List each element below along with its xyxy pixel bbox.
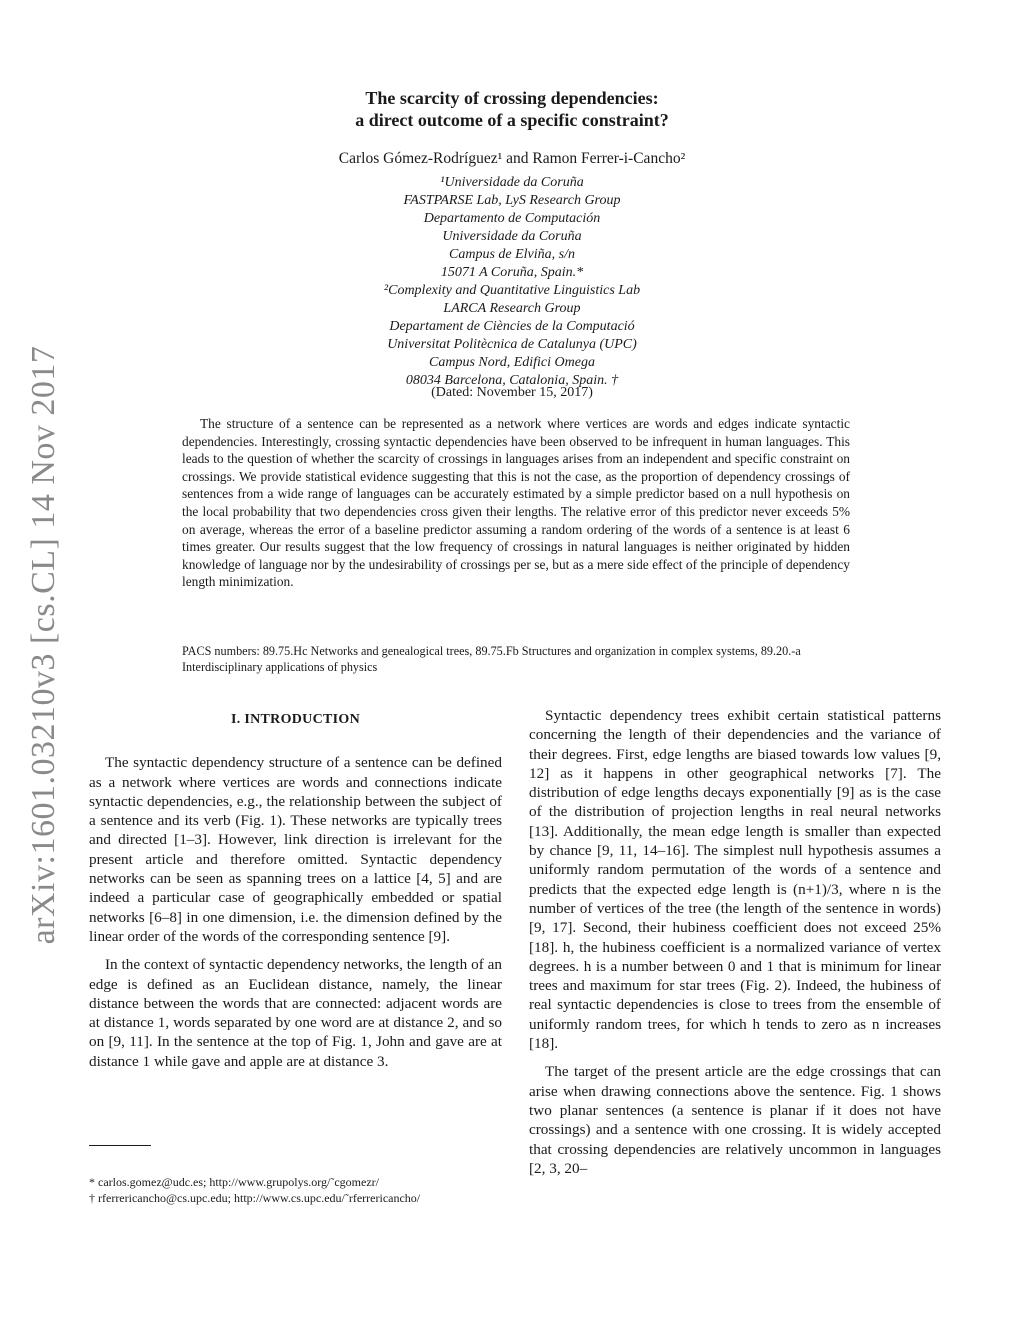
footnote: * carlos.gomez@udc.es; http://www.grupolys.org/˜cgomezr/ [89,1175,379,1189]
affiliation-line: Departament de Ciències de la Computació [389,319,635,334]
affiliation-line: 15071 A Coruña, Spain.* [440,265,584,280]
left-column [89,706,502,1080]
dated-line: (Dated: November 15, 2017) [431,385,593,400]
abstract-text: The structure of a sentence can be represented as a network where vertices are words and edges indicate syntactic dependencies. Interestingly, crossing syntactic dependencies have been observed to be infrequent in human languages. This leads to the question of whether the scarcity of crossings in languages arises from an independent and specific constraint on crossings. We provide statistical evidence suggesting that this is not the case, as the proportion of dependency crossings of sentences from a wide range of languages can be accurately estimated by a simple predictor based on a null hypothesis on the local probability that two dependencies cross given their lengths. The relative error of this predictor never exceeds 5% on average, whereas the error of a baseline predictor assuming a random ordering of the words of a sentence is at least 6 times greater. Our results suggest that the low frequency of crossings in natural languages is neither originated by hidden knowledge of language nor by the undesirability of crossings per se, but as a mere side effect of the principle of dependency length minimization. [182,416,850,590]
affiliation-line: Campus Nord, Edifici Omega [429,355,595,370]
affiliation-line: ¹Universidade da Coruña [440,175,584,190]
affiliations [212,174,812,390]
title-line-1: The scarcity of crossing dependencies: [365,88,659,108]
section-heading: I. INTRODUCTION [231,712,360,727]
paper-title [212,87,812,131]
body-paragraph: The target of the present article are the edge crossings that can arise when drawing connections above the sentence. Fig. 1 shows two planar sentences (a sentence is planar if it does not have crossings) and a sentence with one crossing. It is widely accepted that crossing dependencies are relatively uncommon in languages [2, 3, 20– [529,1063,941,1177]
footnote-rule [89,1145,151,1146]
footnote: † rferrericancho@cs.upc.edu; http://www.cs.upc.edu/˜rferrericancho/ [89,1190,421,1205]
affiliation-line: LARCA Research Group [443,301,581,316]
affiliation-line: ²Complexity and Quantitative Linguistics Lab [383,283,641,298]
arxiv-id-text: arXiv:1601.03210v3 [cs.CL] 14 Nov 2017 [25,345,62,945]
affiliation-line: Campus de Elviña, s/n [449,247,575,262]
body-paragraph: The syntactic dependency structure of a sentence can be defined as a network where vertices are words and connections indicate syntactic dependencies, e.g., the relationship between the subject of a sentence and its verb (Fig. 1). These networks are typically trees and directed [1–3]. However, link direction is irrelevant for the present article and therefore omitted. Syntactic dependency networks can be seen as spanning trees on a lattice [4, 5] and are indeed a particular case of geographically embedded or spatial networks [6–8] in one dimension, i.e. the dimension defined by the linear order of the words of the corresponding sentence [9]. [89,754,502,945]
footnotes [89,1175,529,1206]
right-column [529,706,941,1187]
pacs-numbers: PACS numbers: 89.75.Hc Networks and genealogical trees, 89.75.Fb Structures and organization in complex systems, 89.20.-a Interdisciplinary applications of physics [182,644,801,674]
body-paragraph: Syntactic dependency trees exhibit certain statistical patterns concerning the length of their dependencies and the variance of their degrees. First, edge lengths are biased towards low values [9, 12] as it happens in other geographical networks [7]. The distribution of edge lengths decays exponentially [9] as is the case of the distribution of projection lengths in real neural networks [13]. Additionally, the mean edge length is smaller than expected by chance [9, 11, 14–16]. The simplest null hypothesis assumes a uniformly random permutation of the words of a sentence and predicts that the expected edge length is (n+1)/3, where n is the number of vertices of the tree (the length of the sentence in words) [9, 17]. Second, their hubiness coefficient does not exceed 25% [18]. h, the hubiness coefficient is a normalized variance of vertex degrees. h is a number between 0 and 1 that is minimum for linear trees and maximum for star trees (Fig. 2). Indeed, the hubiness of real syntactic dependencies is close to trees from the ensemble of uniformly random trees, for which h tends to zero as n increases [18]. [529,707,941,1053]
body-paragraph: In the context of syntactic dependency networks, the length of an edge is defined as an Euclidean distance, namely, the linear distance between the words that are connected: adjacent words are at distance 1, words separated by one word are at distance 2, and so on [9, 11]. In the sentence at the top of Fig. 1, John and gave are at distance 1 while gave and apple are at distance 3. [89,956,502,1070]
affiliation-line: FASTPARSE Lab, LyS Research Group [403,193,621,208]
title-line-2: a direct outcome of a specific constraint? [355,110,669,130]
affiliation-line: Departamento de Computación [423,211,601,226]
affiliation-line: Universidade da Coruña [442,229,582,244]
affiliation-line: 08034 Barcelona, Catalonia, Spain. † [405,373,619,388]
affiliation-line: Universitat Politècnica de Catalunya (UPC) [387,337,637,352]
abstract [182,415,850,591]
author-list: Carlos Gómez-Rodríguez¹ and Ramon Ferrer-i-Cancho² [338,150,686,167]
